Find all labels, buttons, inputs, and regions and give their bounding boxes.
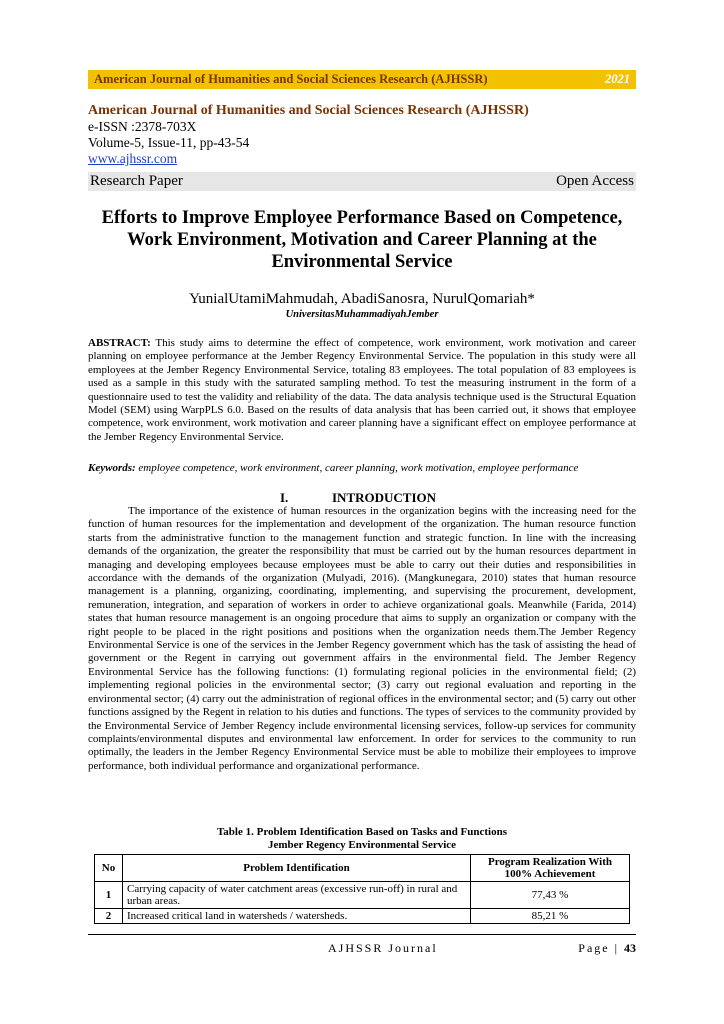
journal-banner — [88, 70, 636, 89]
issn: e-ISSN :2378-703X — [88, 119, 197, 134]
footer-journal: AJHSSR Journal — [328, 941, 438, 955]
table-caption-line1: Table 1. Problem Identification Based on Tasks and Functions — [216, 826, 508, 838]
journal-header — [88, 103, 636, 167]
banner-year: 2021 — [605, 72, 630, 86]
row-no: 2 — [95, 909, 123, 924]
introduction-text: The importance of the existence of human resources in the organization begins with the increasing need for the function of human resources for the implementation and development of the organization. The human resource function starts from the administrative function to the management function and strategic function. In line with the increasing demands of the organization, the greater the responsibility that must be carried out by the human resources department in managing and developing employees because employees must be able to carry out their duties and responsibilities in accordance with the demands of the organization (Mulyadi, 2016). (Mangkunegara, 2010) states that human resource management is a planning, organizing, coordinating, implementing, and supervising the procurement, development, remuneration, integration, and separation of workers in order to achieve organizational goals. Meanwhile (Farida, 2014) states that human resource management is an ongoing procedure that aims to supply an organization or company with the right people to be placed in the right positions and positions when the organization needs them.The Jember Regency Environmental Service is one of the services in the Jember Regency government which has the task of assisting the head of government or the Regent in carrying out government affairs in the environmental field. The Jember Regency Environmental Service has the following functions: (1) formulating regional policies in the environmental field; (2) implementing regional policies in the environmental sector; (3) carry out regional evaluation and reporting in the environmental sector; (4) carry out the administration of regional offices in the environmental sector; and (5) carry out other functions assigned by the Regent in relation to his duties and functions. The types of services to the community provided by the Environmental Service of Jember Regency include environmental licensing services, follow-up services for community complaints/environmental disputes and environmental law enforcement. In order for services to the community to run optimally, the leaders in the Jember Regency Environmental Service must be able to mobilize their employees to improve performance, both individual performance and organizational performance. — [88, 505, 636, 772]
article-type-bar — [88, 172, 636, 191]
footer-page-label: Page | — [578, 941, 619, 955]
authors: YunialUtamiMahmudah, AbadiSanosra, NurulQomariah* — [189, 291, 535, 307]
col-header-problem: Problem Identification — [123, 855, 471, 882]
table-row — [95, 909, 630, 924]
article-type: Research Paper — [90, 173, 183, 189]
keywords-text: employee competence, work environment, career planning, work motivation, employee performance — [138, 462, 579, 474]
footer-page — [578, 941, 636, 956]
page-footer — [88, 934, 636, 955]
abstract-label: ABSTRACT: — [88, 337, 151, 349]
problem-table — [94, 854, 630, 924]
section-number: I. — [280, 490, 289, 505]
banner-journal-title: American Journal of Humanities and Social Sciences Research (AJHSSR) — [94, 72, 488, 86]
footer-page-number: 43 — [624, 941, 636, 955]
section-title: INTRODUCTION — [332, 490, 437, 505]
row-problem: Carrying capacity of water catchment areas (excessive run-off) in rural and urban areas. — [123, 882, 471, 909]
journal-title: American Journal of Humanities and Social Sciences Research (AJHSSR) — [88, 103, 529, 118]
col-header-program: Program Realization With 100% Achievement — [471, 855, 630, 882]
affiliation: UniversitasMuhammadiyahJember — [285, 309, 439, 320]
row-no: 1 — [95, 882, 123, 909]
access-type: Open Access — [556, 173, 634, 189]
table-caption — [88, 826, 636, 852]
paper-title: Efforts to Improve Employee Performance Based on Competence, Work Environment, Motivation and Career Planning at the Environmental Service — [101, 208, 623, 272]
table-caption-line2: Jember Regency Environmental Service — [267, 839, 457, 851]
keywords-label: Keywords: — [88, 462, 136, 474]
abstract — [88, 337, 636, 444]
col-header-no: No — [95, 855, 123, 882]
abstract-text: This study aims to determine the effect of competence, work environment, work motivation and career planning on employee performance at the Jember Regency Environmental Service. The population in this study were all employees at the Jember Regency Environmental Service, totaling 83 employees. The total population of 83 employees is used as a sample in this study with the saturated sampling method. To test the measuring instrument in the form of a questionnaire used to test the validity and reliability of the data. The data analysis technique used is the Structural Equation Model (SEM) using WarpPLS 6.0. Based on the results of data analysis that has been carried out, it shows that employee competence, work environment, work motivation and career planning have a significant effect on employee performance at the Jember Regency Environmental Service. — [88, 337, 636, 443]
row-value: 77,43 % — [471, 882, 630, 909]
journal-url-link[interactable]: www.ajhssr.com — [88, 151, 178, 166]
keywords — [88, 462, 636, 474]
table-header-row — [95, 855, 630, 882]
row-value: 85,21 % — [471, 909, 630, 924]
row-problem: Increased critical land in watersheds / watersheds. — [123, 909, 471, 924]
volume-issue: Volume-5, Issue-11, pp-43-54 — [88, 135, 250, 150]
table-row — [95, 882, 630, 909]
